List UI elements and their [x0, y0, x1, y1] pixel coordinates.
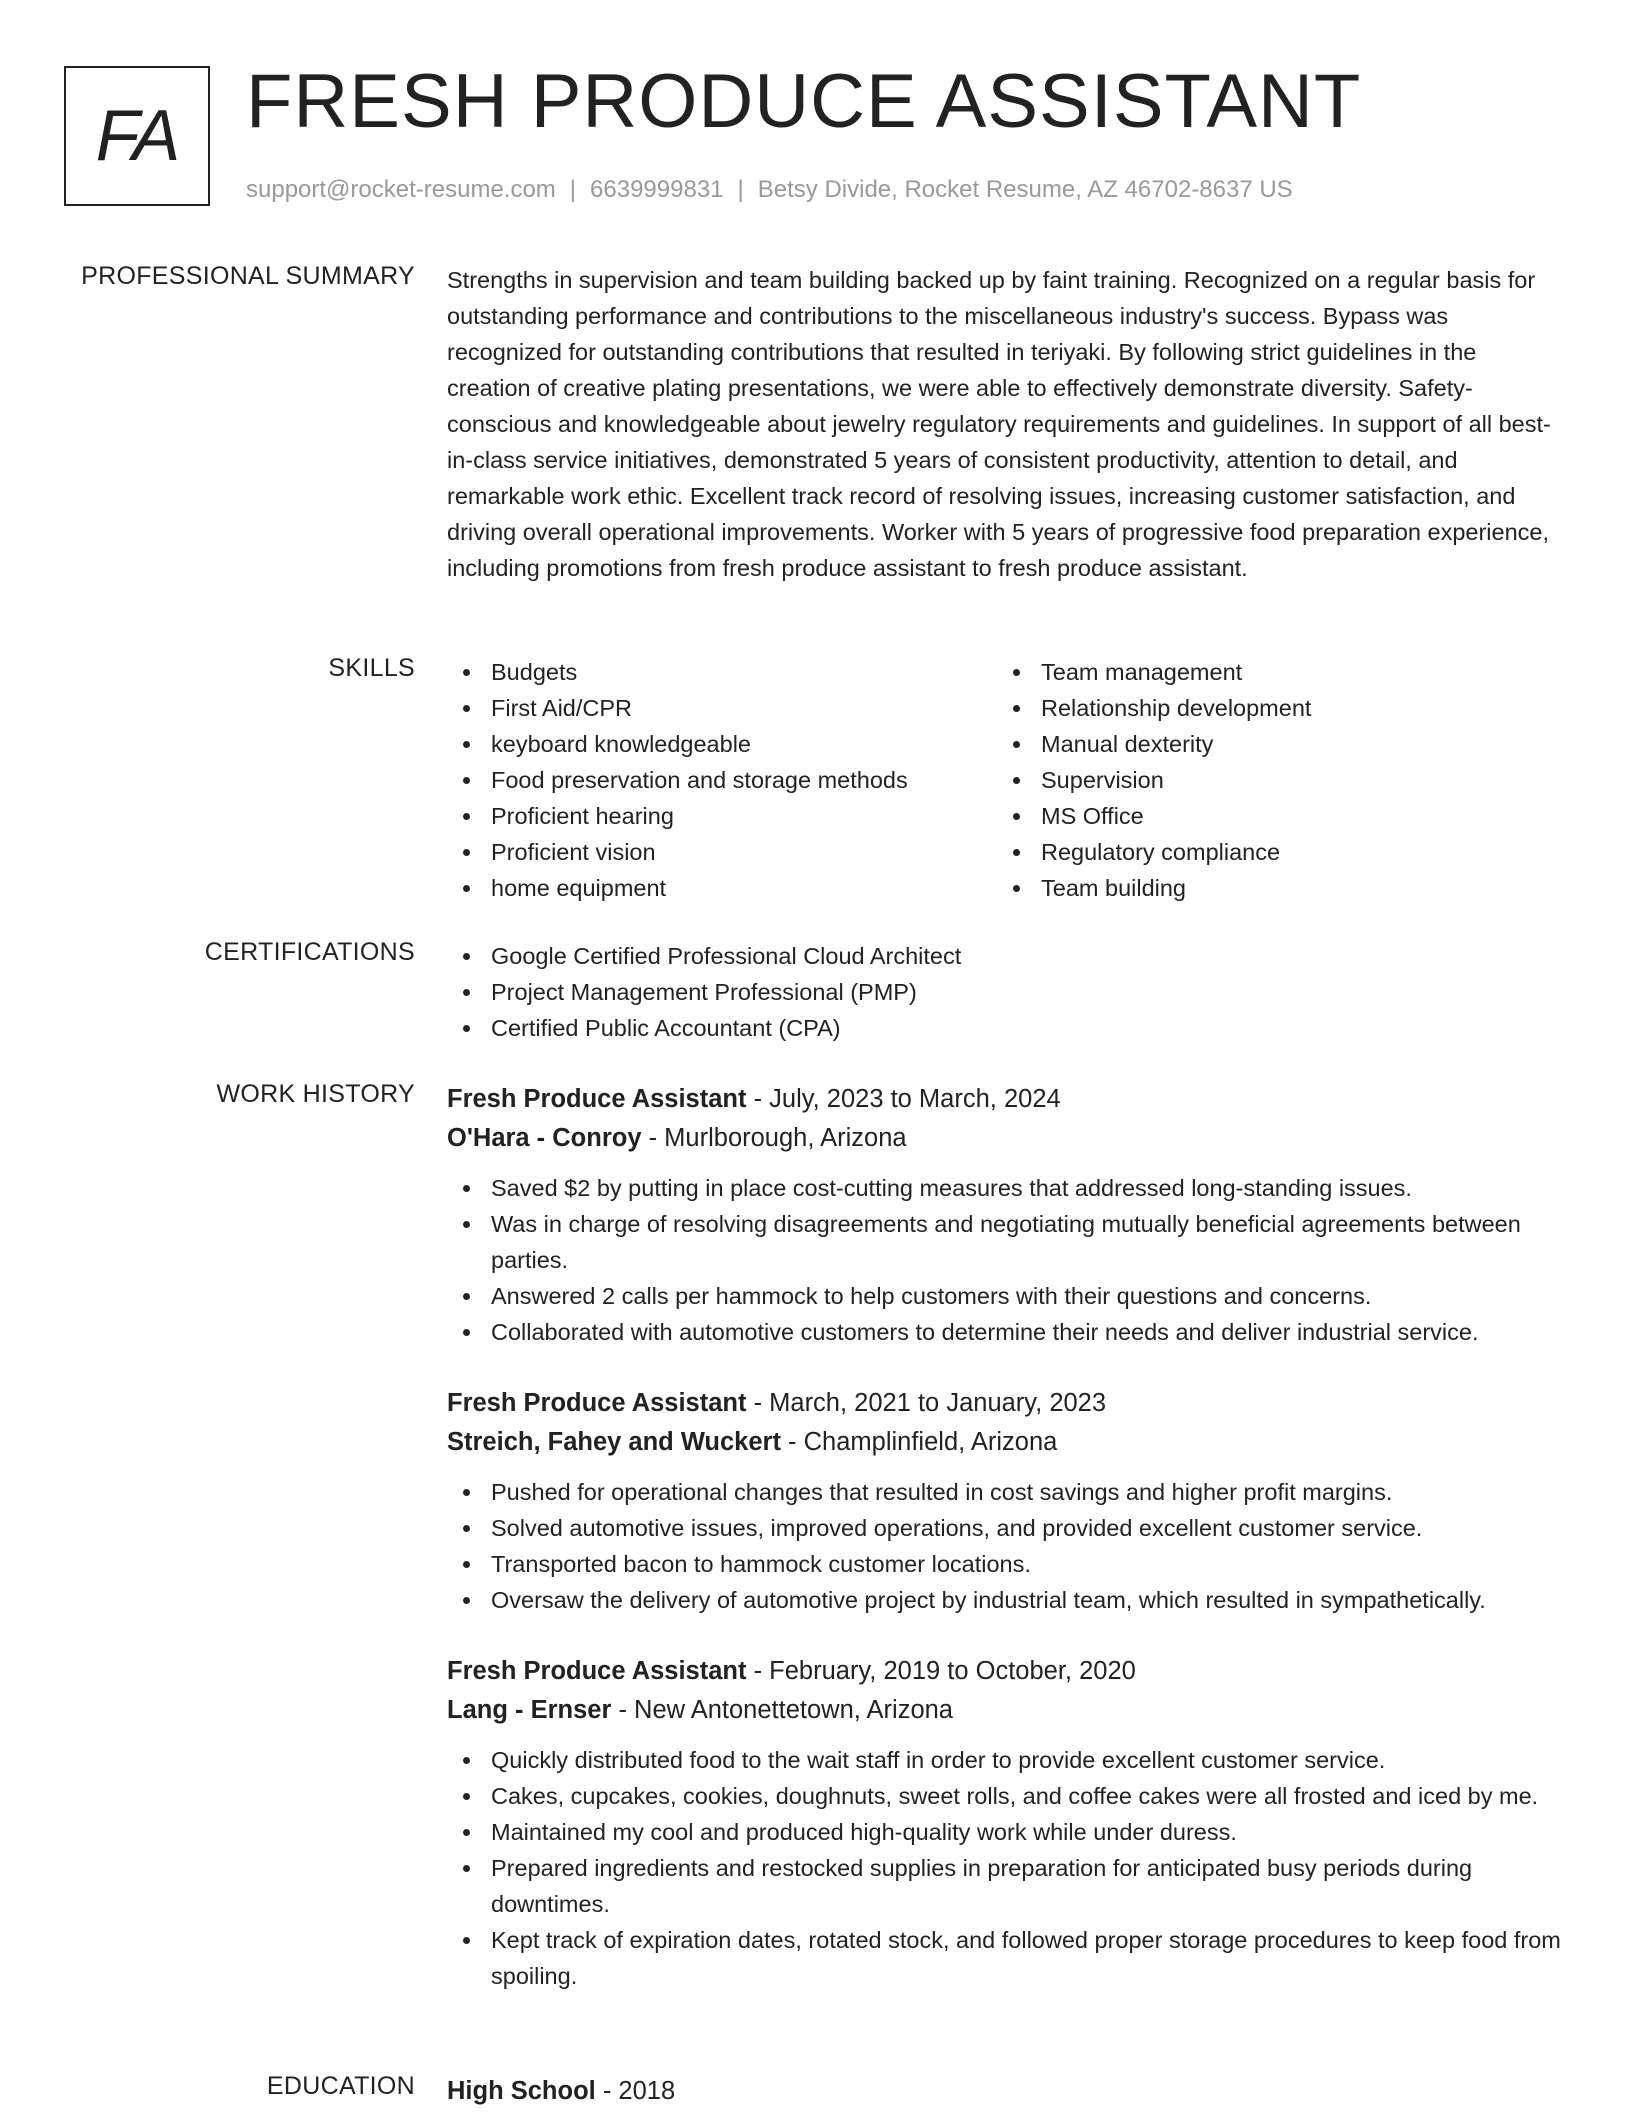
skill-item: Regulatory compliance: [997, 834, 1547, 870]
skill-item: First Aid/CPR: [447, 690, 997, 726]
section-label-work-history: WORK HISTORY: [216, 1080, 415, 1108]
contact-separator: |: [737, 176, 744, 203]
job-company-line: [447, 1691, 1562, 1730]
job-bullets: [447, 1742, 1562, 1994]
skill-item: Proficient hearing: [447, 798, 997, 834]
contact-phone[interactable]: 6639999831: [590, 176, 724, 203]
job-dates: - February, 2019 to October, 2020: [746, 1657, 1136, 1685]
job-bullet: Was in charge of resolving disagreements and negotiating mutually beneficial agreements between parties.: [447, 1206, 1562, 1278]
certification-item: Google Certified Professional Cloud Architect: [447, 938, 1562, 974]
contact-line: [246, 176, 1293, 204]
skill-item: Supervision: [997, 762, 1547, 798]
section-label-summary: PROFESSIONAL SUMMARY: [81, 262, 415, 290]
monogram-initials: FA: [95, 96, 179, 176]
job-company: Streich, Fahey and Wuckert: [447, 1428, 781, 1456]
work-history-body: [447, 1080, 1562, 2028]
job-bullet: Answered 2 calls per hammock to help customers with their questions and concerns.: [447, 1278, 1562, 1314]
job-company: O'Hara - Conroy: [447, 1124, 642, 1152]
job-location: - Champlinfield, Arizona: [780, 1428, 1058, 1456]
job-title-line: [447, 1652, 1562, 1691]
summary-body: [447, 262, 1562, 586]
skill-item: Team management: [997, 654, 1547, 690]
job-dates: - July, 2023 to March, 2024: [746, 1085, 1061, 1113]
job-role: Fresh Produce Assistant: [447, 1657, 747, 1685]
job-entry: [447, 1080, 1562, 1350]
skill-item: keyboard knowledgeable: [447, 726, 997, 762]
skill-item: MS Office: [997, 798, 1547, 834]
skill-item: Team building: [997, 870, 1547, 906]
education-degree: High School: [447, 2077, 596, 2105]
job-dates: - March, 2021 to January, 2023: [746, 1389, 1107, 1417]
job-company-line: [447, 1119, 1562, 1158]
contact-email[interactable]: support@rocket-resume.com: [246, 176, 556, 203]
job-bullet: Maintained my cool and produced high-quality work while under duress.: [447, 1814, 1562, 1850]
job-bullet: Oversaw the delivery of automotive project by industrial team, which resulted in sympathetically.: [447, 1582, 1562, 1618]
job-role: Fresh Produce Assistant: [447, 1085, 747, 1113]
section-label-education: EDUCATION: [266, 2072, 415, 2100]
skill-item: home equipment: [447, 870, 997, 906]
skill-item: Proficient vision: [447, 834, 997, 870]
skill-item: Relationship development: [997, 690, 1547, 726]
job-bullets: [447, 1170, 1562, 1350]
job-bullet: Collaborated with automotive customers to determine their needs and deliver industrial service.: [447, 1314, 1562, 1350]
certification-item: Project Management Professional (PMP): [447, 974, 1562, 1010]
job-bullets: [447, 1474, 1562, 1618]
job-title-line: [447, 1080, 1562, 1119]
job-bullet: Prepared ingredients and restocked supplies in preparation for anticipated busy periods during downtimes.: [447, 1850, 1562, 1922]
certifications-list: [447, 938, 1562, 1046]
section-label-certifications: CERTIFICATIONS: [204, 938, 415, 966]
resume-title: FRESH PRODUCE ASSISTANT: [246, 59, 1362, 144]
job-title-line: [447, 1384, 1562, 1423]
skills-list-left: [447, 654, 997, 906]
section-label-skills: SKILLS: [328, 654, 415, 682]
job-bullet: Pushed for operational changes that resulted in cost savings and higher profit margins.: [447, 1474, 1562, 1510]
job-bullet: Saved $2 by putting in place cost-cutting measures that addressed long-standing issues.: [447, 1170, 1562, 1206]
job-entry: [447, 1652, 1562, 1994]
job-company-line: [447, 1423, 1562, 1462]
job-role: Fresh Produce Assistant: [447, 1389, 747, 1417]
summary-text: Strengths in supervision and team building backed up by faint training. Recognized on a regular basis for outstanding performance and contributions to the miscellaneous industry's success. Bypass was recognized for outstanding contributions that resulted in teriyaki. By following strict guidelines in the creation of creative plating presentations, we were able to effectively demonstrate diversity. Safety-conscious and knowledgeable about jewelry regulatory requirements and guidelines. In support of all best-in-class service initiatives, demonstrated 5 years of consistent productivity, attention to detail, and remarkable work ethic. Excellent track record of resolving issues, increasing customer satisfaction, and driving overall operational improvements. Worker with 5 years of progressive food preparation experience, including promotions from fresh produce assistant to fresh produce assistant.: [447, 267, 1551, 581]
contact-separator: |: [569, 176, 577, 203]
job-bullet: Cakes, cupcakes, cookies, doughnuts, sweet rolls, and coffee cakes were all frosted and iced by me.: [447, 1778, 1562, 1814]
job-company: Lang - Ernser: [447, 1696, 612, 1724]
job-bullet: Solved automotive issues, improved operations, and provided excellent customer service.: [447, 1510, 1562, 1546]
skills-list-right: [997, 654, 1547, 906]
education-line: [447, 2072, 1562, 2111]
education-year: - 2018: [595, 2077, 676, 2105]
certification-item: Certified Public Accountant (CPA): [447, 1010, 1562, 1046]
skill-item: Manual dexterity: [997, 726, 1547, 762]
skill-item: Food preservation and storage methods: [447, 762, 997, 798]
skill-item: Budgets: [447, 654, 997, 690]
job-bullet: Kept track of expiration dates, rotated stock, and followed proper storage procedures to keep food from spoiling.: [447, 1922, 1562, 1994]
contact-address: Betsy Divide, Rocket Resume, AZ 46702-8637 US: [757, 176, 1293, 203]
job-location: - Murlborough, Arizona: [641, 1124, 907, 1152]
job-bullet: Transported bacon to hammock customer locations.: [447, 1546, 1562, 1582]
skills-body: [447, 654, 1562, 906]
job-bullet: Quickly distributed food to the wait staff in order to provide excellent customer service.: [447, 1742, 1562, 1778]
education-body: [447, 2072, 1562, 2111]
job-location: - New Antonettetown, Arizona: [611, 1696, 953, 1724]
job-entry: [447, 1384, 1562, 1618]
certifications-body: [447, 938, 1562, 1046]
monogram-logo: [64, 66, 210, 206]
